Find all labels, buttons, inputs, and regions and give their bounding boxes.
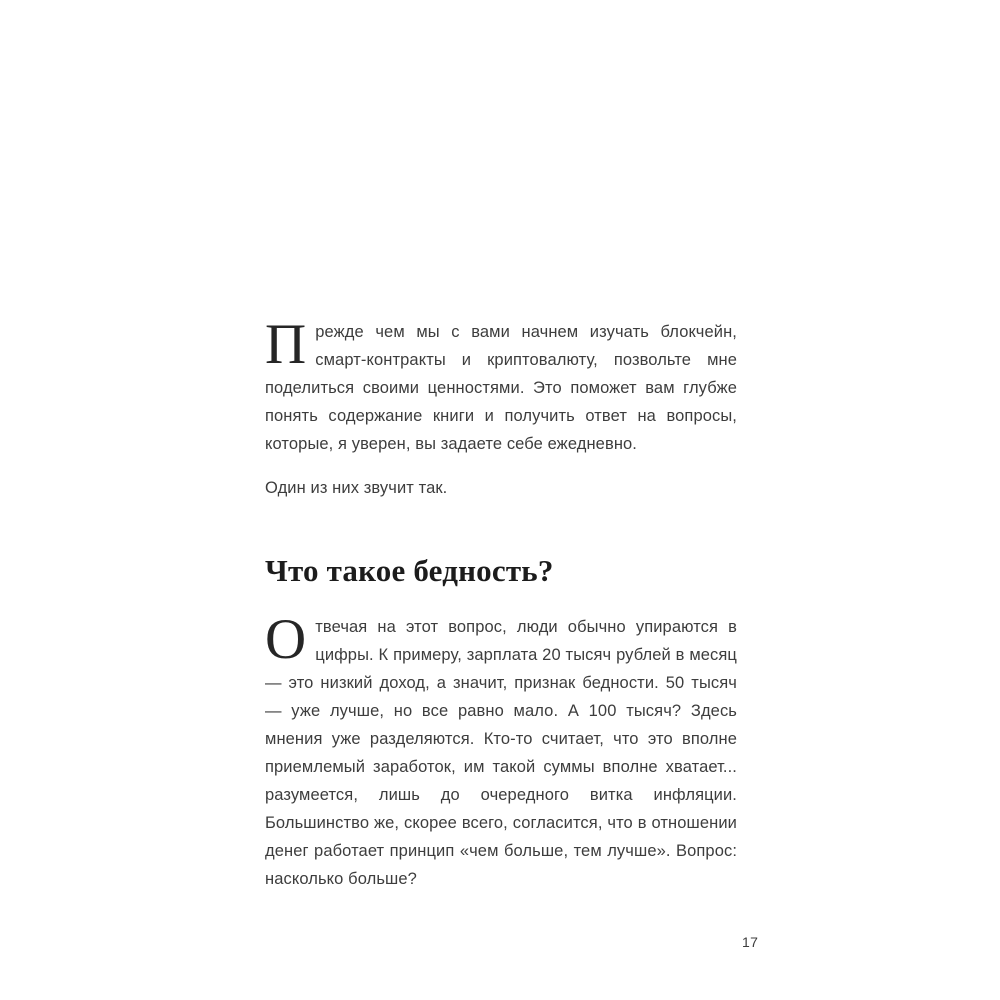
answer-paragraph <box>265 608 737 893</box>
dropcap-letter-o: О <box>265 608 307 671</box>
intro-paragraph-text: режде чем мы с вами начнем изучать блокчейн, смарт-контракты и криптовалюту, позвольте мне поделиться своими ценностями. Это поможет вам глубже понять содержание книги и получить ответ на вопросы, которые, я уверен, вы задаете себе ежедневно. <box>265 323 737 453</box>
intro-paragraph <box>265 313 737 458</box>
answer-paragraph-text: твечая на этот вопрос, люди обычно упираются в цифры. К примеру, зарплата 20 тысяч рублей в месяц — это низкий доход, а значит, признак бедности. 50 тысяч — уже лучше, но все равно мало. А 100 тысяч? Здесь мнения уже разделяются. Кто-то считает, что это вполне приемлемый заработок, им такой суммы вполне хватает... разумеется, лишь до очередного витка инфляции. Большинство же, скорее всего, согласится, что в отношении денег работает принцип «чем больше, тем лучше». Вопрос: насколько больше? <box>265 618 737 888</box>
chapter-heading: Что такое бедность? <box>265 553 554 588</box>
dropcap-letter-p: П <box>265 313 307 376</box>
page-number: 17 <box>742 934 759 950</box>
page-content <box>265 313 737 909</box>
lead-in-paragraph: Один из них звучит так. <box>265 479 448 497</box>
